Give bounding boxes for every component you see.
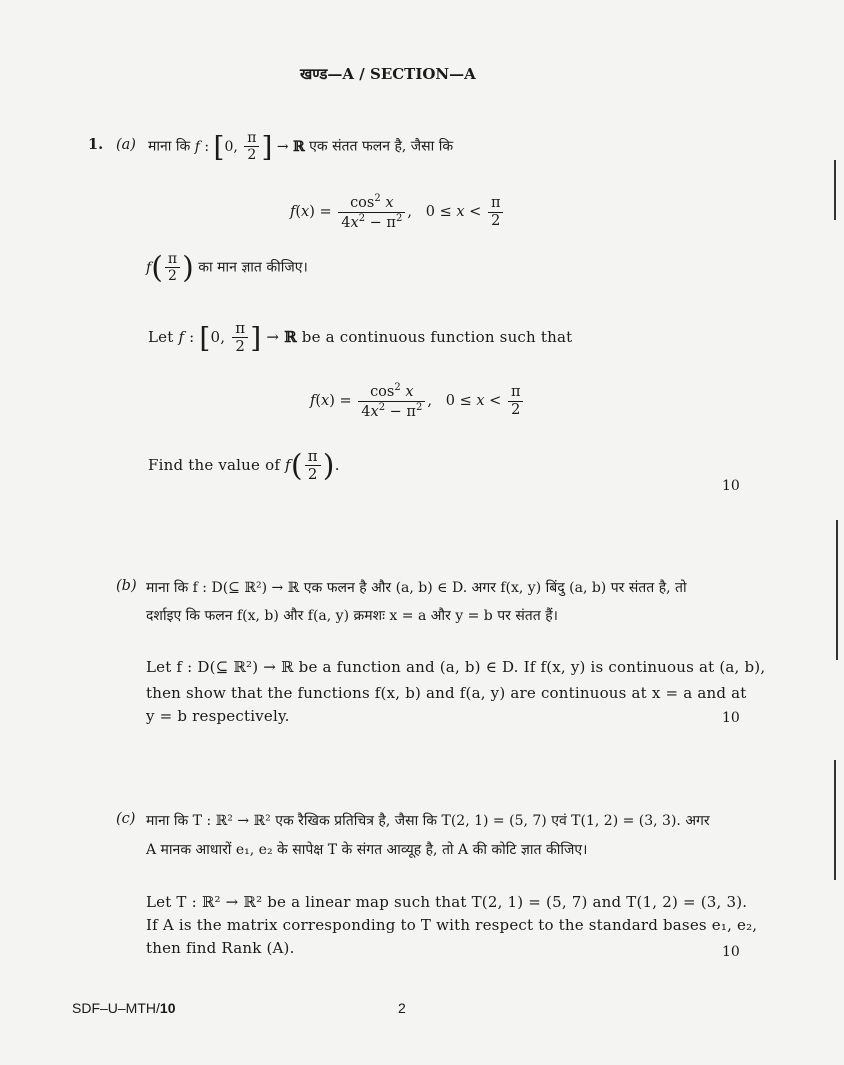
part-c-english-line-2: If A is the matrix corresponding to T with respect to the standard bases e₁, e₂, (146, 916, 758, 934)
part-b-english-line-2: then show that the functions f(x, b) and f(a, y) are continuous at x = a and at (146, 684, 747, 702)
part-a-hindi-statement: माना कि f : [0, $\frac{\pi}{2}$ ] → ℝ एक संतत फलन है, जैसा कि (148, 130, 454, 164)
paper-code: SDF–U–MTH/10 (72, 1000, 176, 1016)
part-b-english-line-1: Let f : D(⊆ ℝ²) → ℝ be a function and (a, b) ∈ D. If f(x, y) is continuous at (a, b), (146, 658, 766, 676)
scan-edge-mark (836, 520, 838, 660)
page-number: 2 (398, 1000, 406, 1016)
section-title: खण्ड—A / SECTION—A (300, 65, 476, 83)
part-b-marks: 10 (722, 710, 740, 726)
part-a-english-equation: f(x) = $\frac{\cos^2 x}{4x^2 - \pi^2}$ , 0 ≤ x < $\frac{\pi}{2}$ (310, 382, 525, 420)
part-c-english-line-3: then find Rank (A). (146, 939, 295, 957)
part-a-english-find: Find the value of f( $\frac{\pi}{2}$ ). (148, 447, 340, 484)
scan-edge-mark (834, 760, 836, 880)
scan-edge-mark (834, 160, 836, 220)
part-c-label: (c) (116, 811, 136, 827)
part-c-english-line-1: Let T : ℝ² → ℝ² be a linear map such that T(2, 1) = (5, 7) and T(1, 2) = (3, 3). (146, 893, 748, 911)
part-c-hindi-line-1: माना कि T : ℝ² → ℝ² एक रैखिक प्रतिचित्र है, जैसा कि T(2, 1) = (5, 7) एवं T(1, 2) = (3, 3). अगर (146, 813, 710, 829)
part-c-hindi-line-2: A मानक आधारों e₁, e₂ के सापेक्ष T के संगत आव्यूह है, तो A की कोटि ज्ञात कीजिए। (146, 842, 588, 858)
part-b-english-line-3: y = b respectively. (146, 707, 290, 725)
part-a-label: (a) (116, 137, 136, 153)
part-a-marks: 10 (722, 478, 740, 494)
part-b-hindi-line-2: दर्शाइए कि फलन f(x, b) और f(a, y) क्रमशः x = a और y = b पर संतत हैं। (146, 608, 558, 624)
part-c-marks: 10 (722, 944, 740, 960)
part-a-hindi-find: f( $\frac{\pi}{2}$ ) का मान ज्ञात कीजिए। (146, 250, 308, 285)
part-b-hindi-line-1: माना कि f : D(⊆ ℝ²) → ℝ एक फलन है और (a, b) ∈ D. अगर f(x, y) बिंदु (a, b) पर संतत है, तो (146, 580, 687, 596)
part-b-label: (b) (116, 578, 137, 594)
part-a-hindi-equation: f(x) = $\frac{\cos^2 x}{4x^2 - \pi^2}$ , 0 ≤ x < $\frac{\pi}{2}$ (290, 193, 505, 231)
part-a-english-statement: Let f : [0, $\frac{\pi}{2}$ ] → ℝ be a continuous function such that (148, 319, 573, 356)
question-number: 1. (88, 136, 104, 153)
